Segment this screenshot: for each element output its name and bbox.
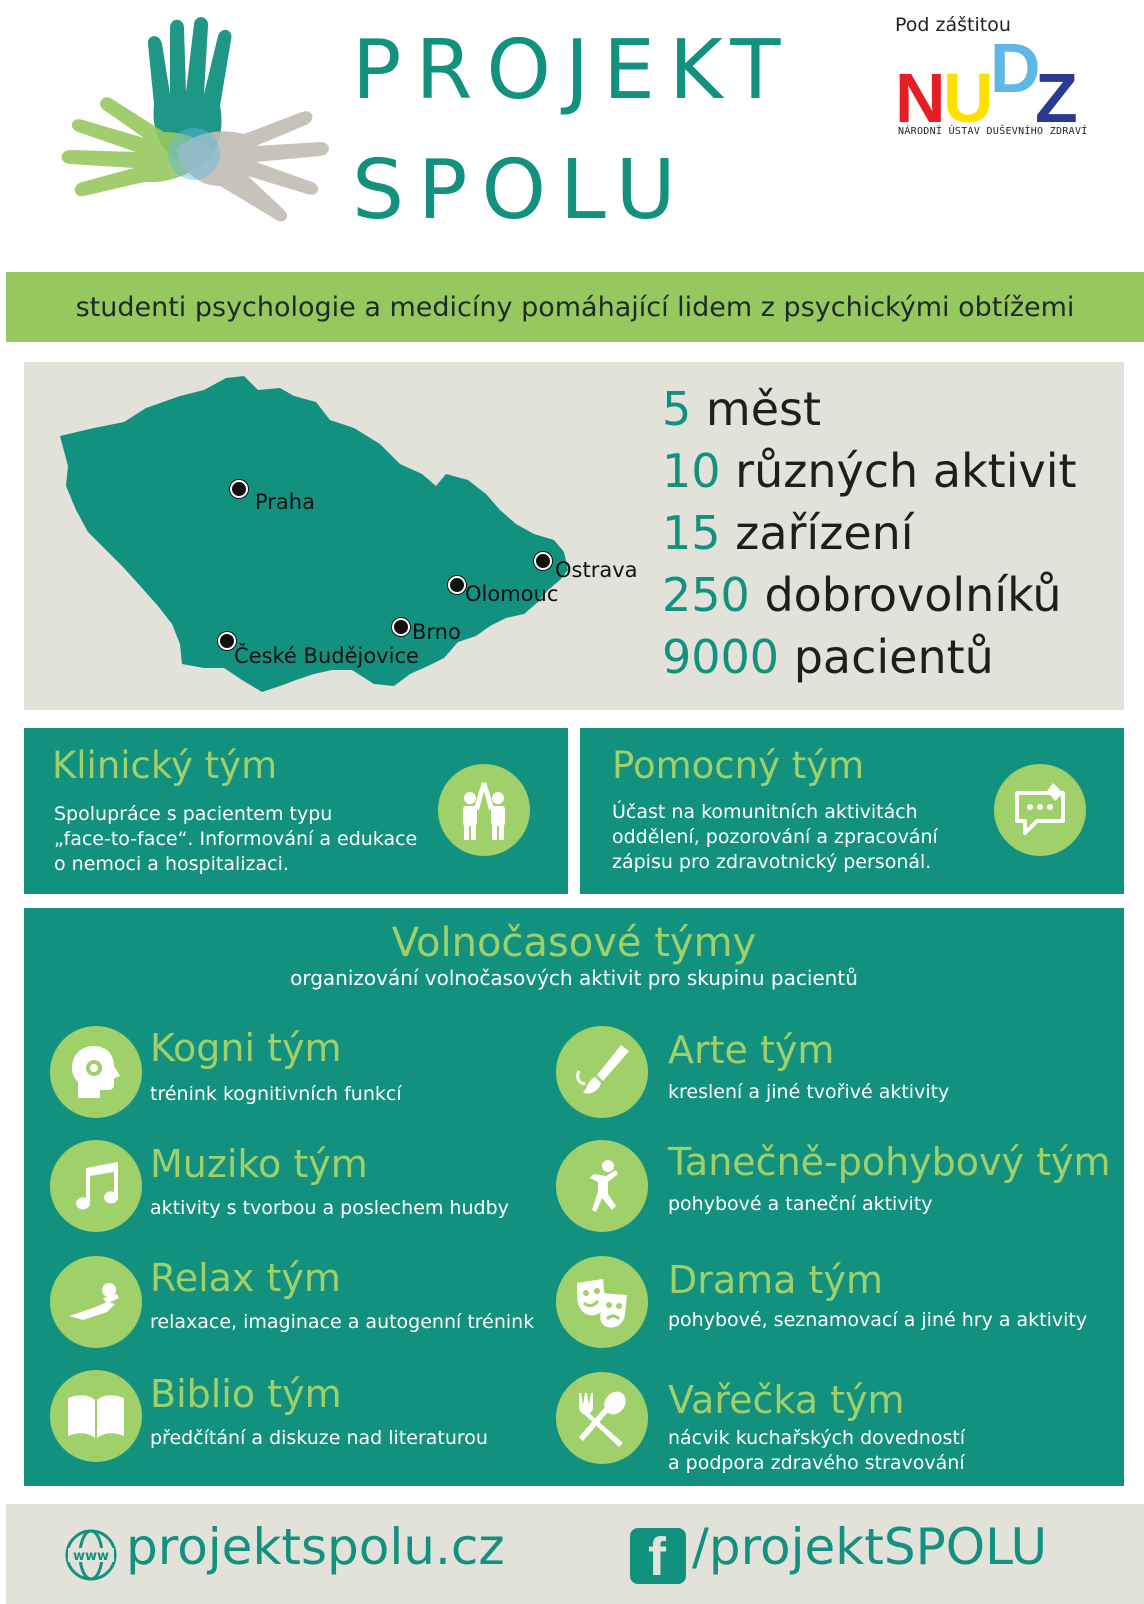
theater-masks-icon	[556, 1256, 648, 1348]
stat-cities: 5 měst	[662, 382, 822, 436]
speech-bubble-icon	[994, 764, 1086, 856]
team-name-arte: Arte tým	[668, 1028, 835, 1072]
team-desc-drama: pohybové, seznamovací a jiné hry a aktivity	[668, 1309, 1088, 1331]
team-name-muziko: Muziko tým	[150, 1142, 368, 1186]
city-label-praha: Praha	[255, 490, 315, 514]
tagline-text: studenti psychologie a medicíny pomáhající lidem z psychickými obtížemi	[75, 291, 1075, 323]
city-label-ostrava: Ostrava	[555, 558, 638, 582]
nudz-letter-u: U	[943, 59, 994, 132]
high-five-icon	[438, 764, 530, 856]
leisure-subtitle: organizování volnočasových aktivit pro skupinu pacientů	[290, 966, 858, 990]
stat-activities: 10 různých aktivit	[662, 444, 1077, 498]
team-desc-kogni: trénink kognitivních funkcí	[150, 1083, 402, 1105]
nudz-letter-n: N	[895, 59, 946, 132]
team-name-kogni: Kogni tým	[150, 1026, 342, 1070]
team-name-biblio: Biblio tým	[150, 1372, 342, 1416]
team-desc-varecka: nácvik kuchařských dovedností a podpora zdravého stravování	[668, 1427, 966, 1474]
team-name-drama: Drama tým	[668, 1258, 883, 1302]
city-marker-olomouc	[448, 576, 466, 594]
website-link[interactable]: projektspolu.cz	[126, 1518, 505, 1576]
globe-www-icon	[64, 1528, 118, 1582]
hands-logo	[44, 14, 344, 254]
team-name-tanecne-pohybovy: Tanečně-pohybový tým	[668, 1140, 1111, 1184]
dancer-icon	[556, 1140, 648, 1232]
facebook-icon	[630, 1527, 686, 1587]
team-desc-arte: kreslení a jiné tvořivé aktivity	[668, 1081, 950, 1103]
team-desc-biblio: předčítání a diskuze nad literaturou	[150, 1427, 488, 1449]
team-desc-tanecne-pohybovy: pohybové a taneční aktivity	[668, 1193, 933, 1215]
city-label-brno: Brno	[412, 620, 461, 644]
facebook-glyph: f	[648, 1527, 666, 1587]
team-desc-muziko: aktivity s tvorbou a poslechem hudby	[150, 1197, 509, 1219]
open-book-icon	[50, 1370, 142, 1462]
clinical-team-title: Klinický tým	[52, 744, 278, 787]
title-line-spolu: SPOLU	[352, 143, 690, 238]
nudz-letter-z: Z	[1035, 59, 1078, 132]
music-notes-icon	[50, 1140, 142, 1232]
support-team-title: Pomocný tým	[612, 744, 865, 787]
stat-facilities: 15 zařízení	[662, 506, 914, 560]
city-label-olomouc: Olomouc	[465, 582, 559, 606]
leisure-title: Volnočasové týmy	[391, 920, 757, 966]
team-desc-relax: relaxace, imaginace a autogenní trénink	[150, 1311, 535, 1333]
reclining-person-icon	[50, 1256, 142, 1348]
nudz-letter-d: D	[990, 42, 1041, 107]
clinical-team-text: Spolupráce s pacientem typu „face-to-face“. Informování a edukace o nemoci a hospitalizaci.	[54, 803, 418, 875]
stat-patients: 9000 pacientů	[662, 630, 994, 684]
facebook-link[interactable]: /projektSPOLU	[692, 1518, 1048, 1576]
paintbrush-icon	[556, 1026, 648, 1118]
support-team-text: Účast na komunitních aktivitách oddělení, pozorování a zpracování zápisu pro zdravotnický personál.	[612, 801, 938, 873]
title-line-projekt: PROJEKT	[352, 23, 795, 118]
city-marker-brno	[392, 618, 410, 636]
tagline-banner	[6, 272, 1144, 342]
city-marker-ostrava	[534, 552, 552, 570]
city-label-ceske-budejovice: České Budějovice	[234, 644, 419, 668]
patronage-label: Pod záštitou	[895, 14, 1011, 36]
team-name-relax: Relax tým	[150, 1256, 341, 1300]
nudz-full-name: NÁRODNÍ ÚSTAV DUŠEVNÍHO ZDRAVÍ	[898, 126, 1088, 137]
city-marker-praha	[230, 480, 248, 498]
stat-volunteers: 250 dobrovolníků	[662, 568, 1062, 622]
brain-gear-icon	[50, 1026, 142, 1118]
fork-spoon-icon	[556, 1372, 648, 1464]
team-name-varecka: Vařečka tým	[668, 1378, 905, 1422]
globe-www-badge: www	[72, 1549, 110, 1564]
nudz-logo	[895, 42, 1095, 132]
